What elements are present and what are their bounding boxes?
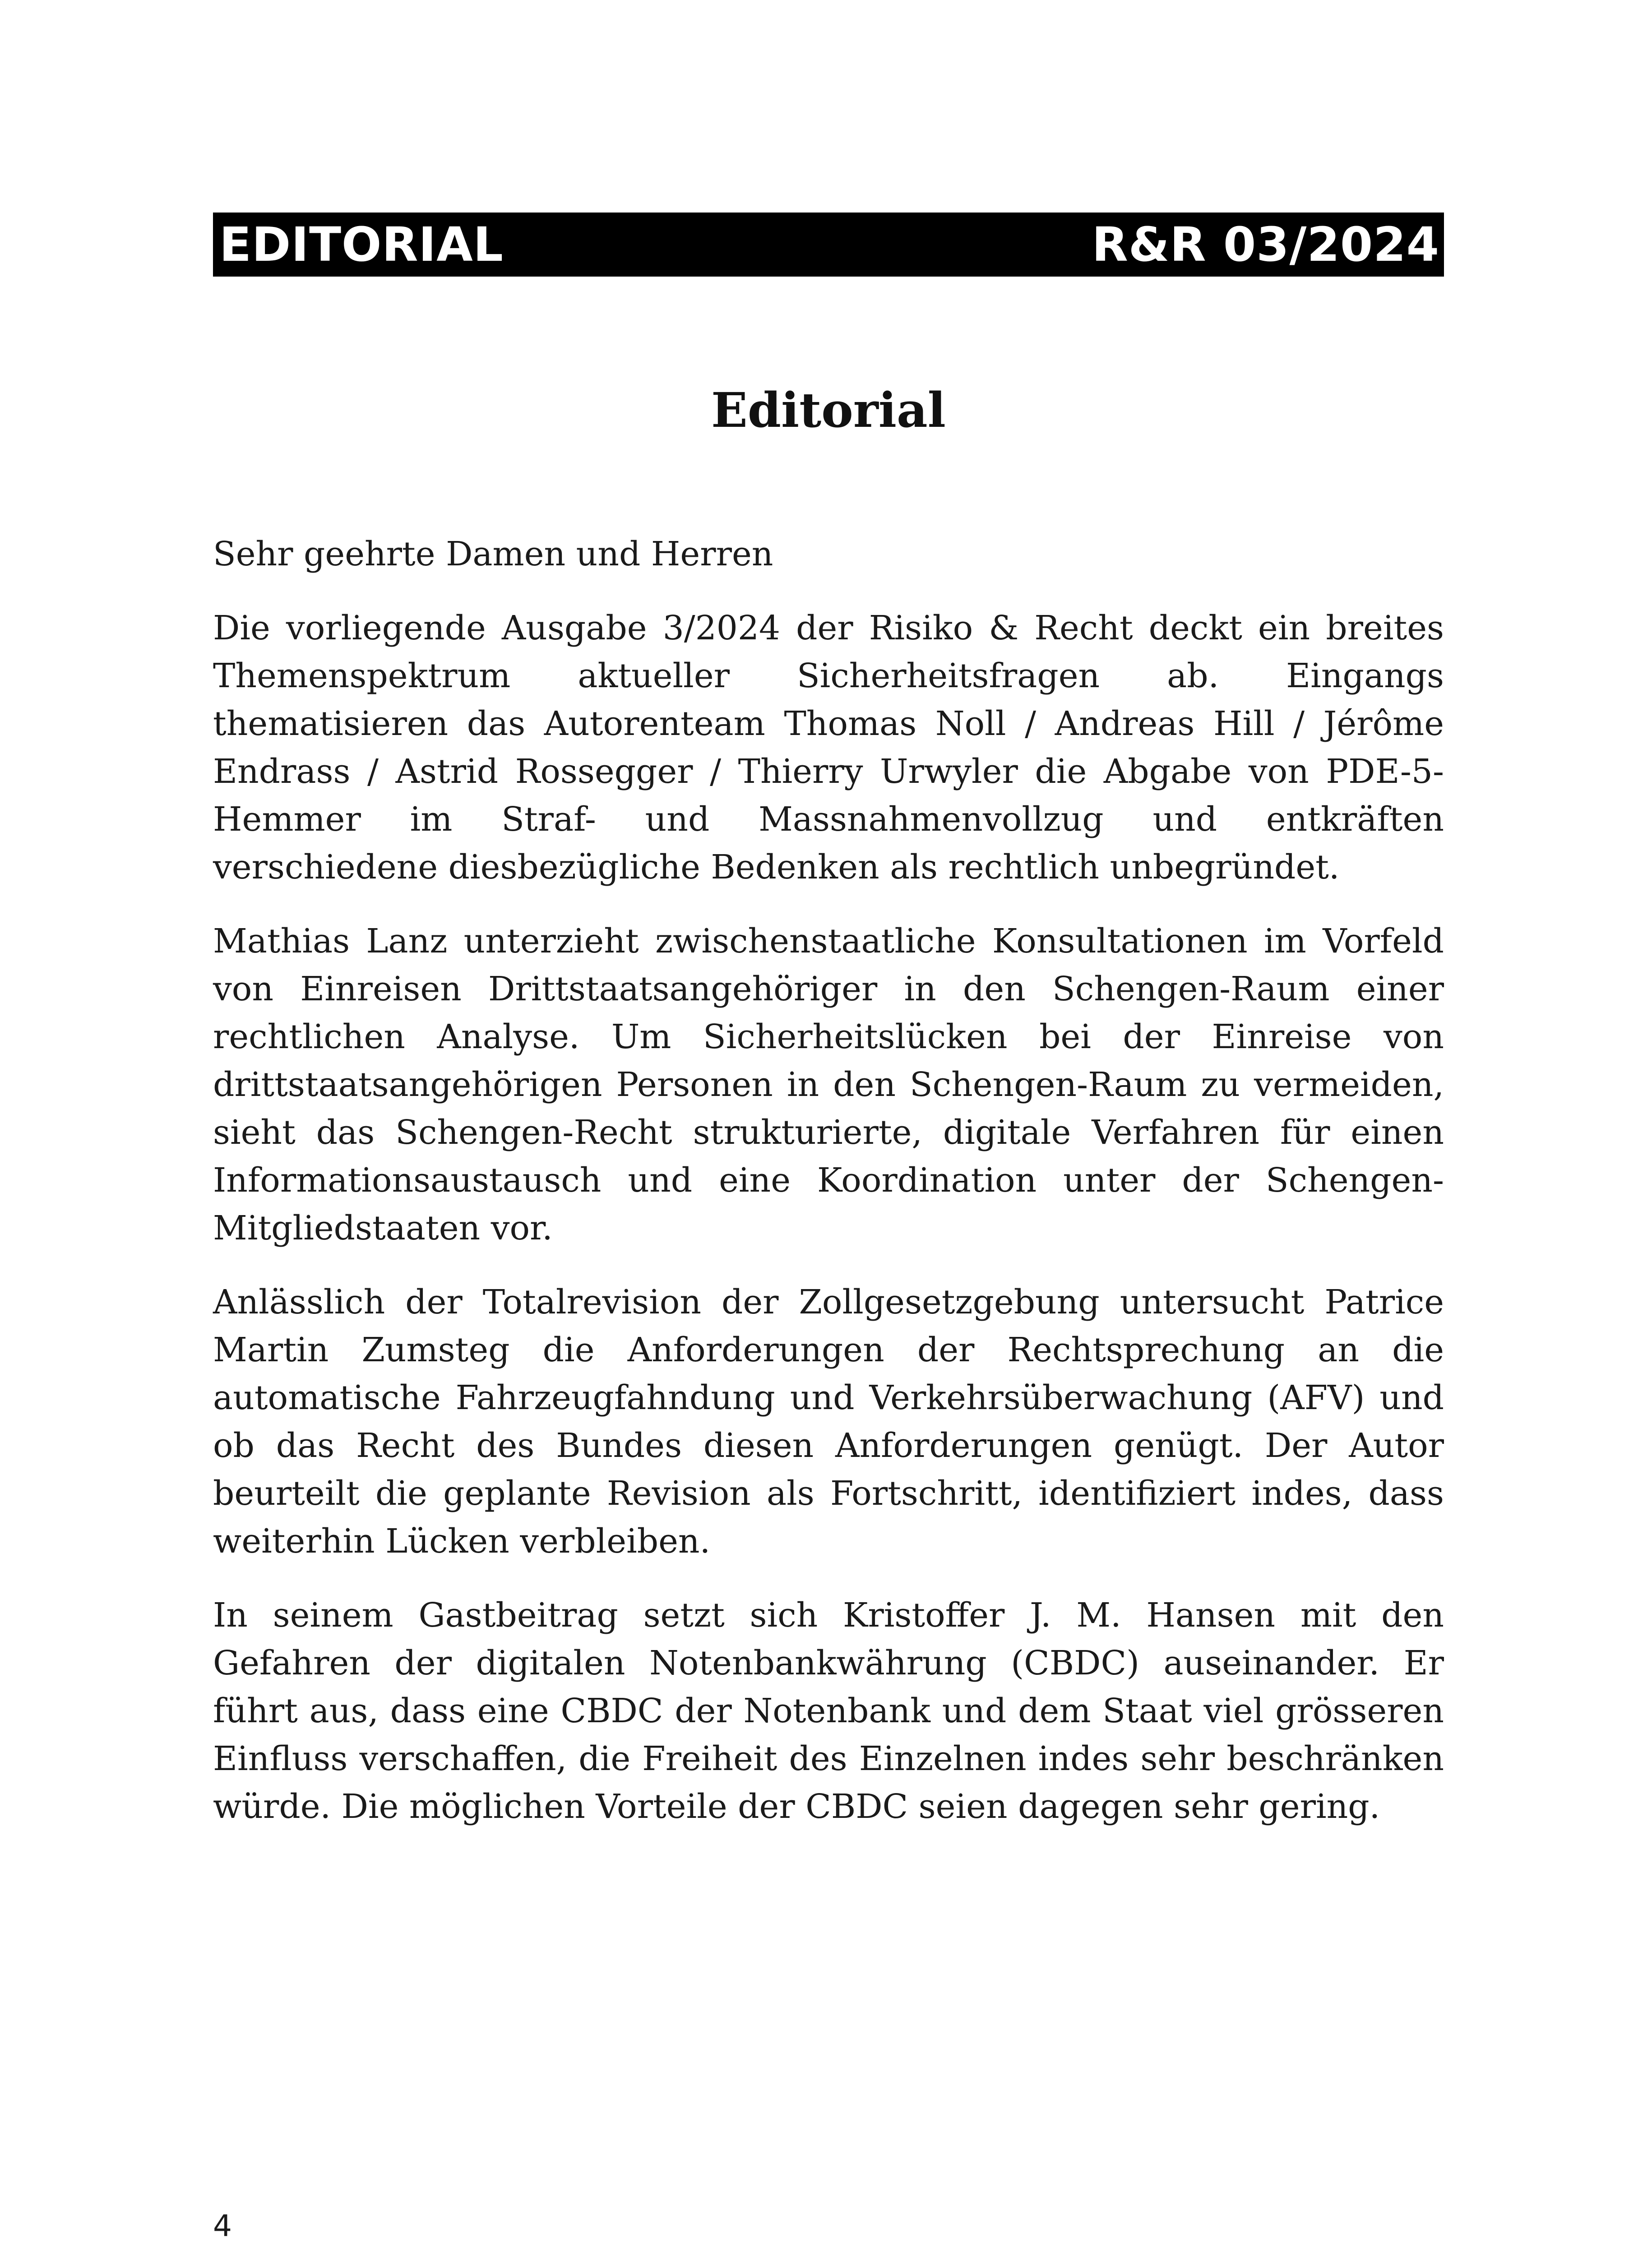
paragraph: Mathias Lanz unterzieht zwischenstaatliche Konsultationen im Vorfeld von Einreisen Drittstaatsangehöriger in den Schengen-Raum einer rechtlichen Analyse. Um Sicherheitslücken bei der Einreise von drittstaatsangehörigen Personen in den Schengen-Raum zu vermeiden, sieht das Schengen-Recht strukturierte, digitale Verfahren für einen Informationsaustausch und eine Koordination unter der Schengen-Mitgliedstaaten vor. (213, 922, 1444, 1248)
salutation: Sehr geehrte Damen und Herren (213, 535, 773, 573)
page-title: Editorial (711, 382, 946, 438)
section-header-bar (213, 213, 1444, 277)
page-number: 4 (213, 2209, 232, 2243)
paragraph: In seinem Gastbeitrag setzt sich Kristoffer J. M. Hansen mit den Gefahren der digitalen Notenbankwährung (CBDC) auseinander. Er führt aus, dass eine CBDC der Notenbank und dem Staat viel grösseren Einfluss verschaffen, die Freiheit des Einzelnen indes sehr beschränken würde. Die möglichen Vorteile der CBDC seien dagegen sehr gering. (213, 1596, 1444, 1826)
paragraph: Anlässlich der Totalrevision der Zollgesetzgebung untersucht Patrice Martin Zumsteg die Anforderungen der Rechtsprechung an die automatische Fahrzeugfahndung und Verkehrsüberwachung (AFV) und ob das Recht des Bundes diesen Anforderungen genügt. Der Autor beurteilt die geplante Revision als Fortschritt, identifiziert indes, dass weiterhin Lücken verbleiben. (213, 1283, 1444, 1561)
issue-label: R&R 03/2024 (1092, 217, 1439, 272)
paragraph: Die vorliegende Ausgabe 3/2024 der Risiko & Recht deckt ein breites Themenspektrum aktueller Sicherheitsfragen ab. Eingangs thematisieren das Autorenteam Thomas Noll / Andreas Hill / Jérôme Endrass / Astrid Rossegger / Thierry Urwyler die Abgabe von PDE-5-Hemmer im Straf- und Massnahmenvollzug und entkräften verschiedene diesbezügliche Bedenken als rechtlich unbegründet. (213, 609, 1444, 887)
section-label: EDITORIAL (219, 217, 504, 272)
article-body (213, 530, 1444, 1857)
